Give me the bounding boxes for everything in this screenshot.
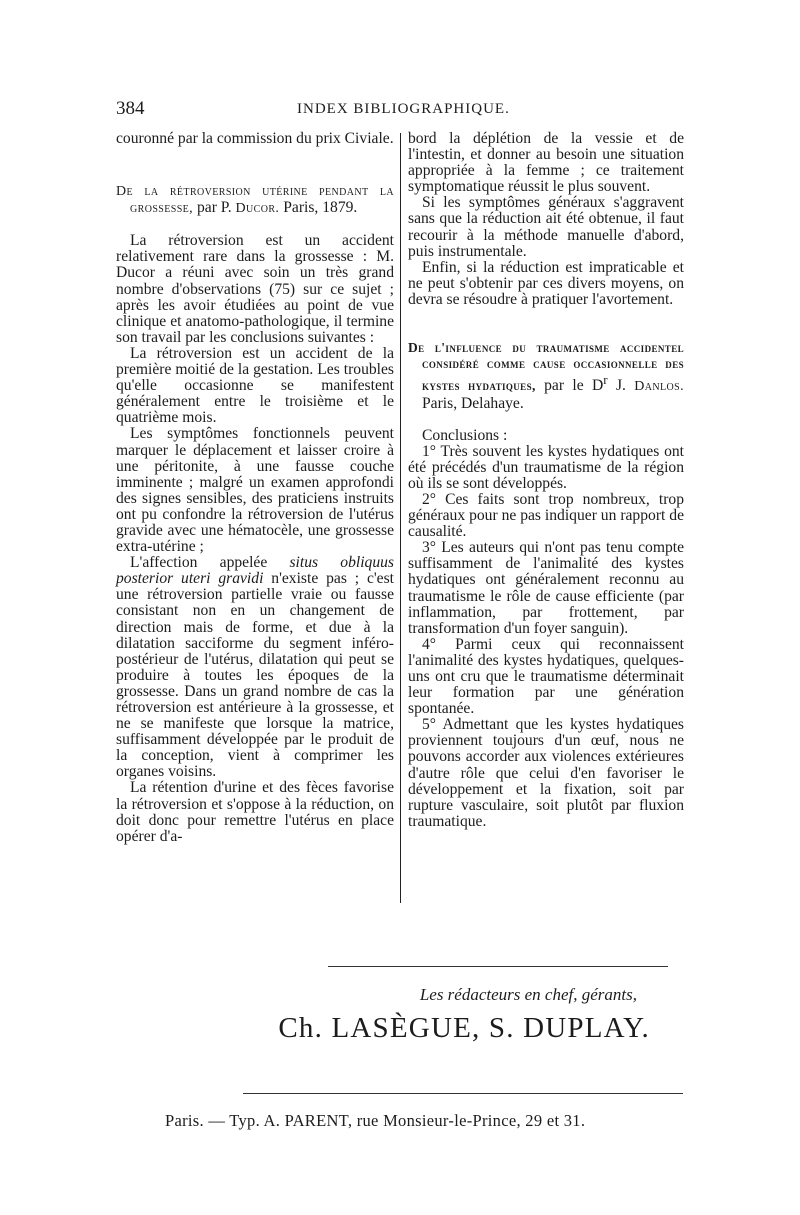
article-by-sup: r	[603, 372, 608, 388]
paragraph: couronné par la commission du prix Civiale.	[116, 130, 394, 147]
right-column	[408, 131, 684, 830]
conclusion-item: 2° Ces faits sont trop nombreux, trop généraux pour ne pas indiquer un rapport de causalité.	[408, 490, 684, 541]
article-title: De la rétroversion utérine pendant la grossesse,	[116, 184, 394, 217]
article-place: Paris, Delahaye.	[422, 394, 524, 412]
conclusion-item: 5° Admettant que les kystes hydatiques proviennent toujours d'un œuf, nous ne pouvons accorder aux violences extérieures d'autre rôle que celui d'en favoriser le développement et la fixation, soit par rupture vasculaire, soit plutôt par fluxion traumatique.	[408, 716, 684, 830]
paragraph	[116, 555, 394, 780]
paragraph: bord la déplétion de la vessie et de l'intestin, et donner au besoin une situation appropriée à la femme ; ce traitement symptomatique réussit le plus souvent.	[408, 130, 684, 196]
article-author: Ducor.	[235, 201, 280, 217]
paragraph: Enfin, si la réduction est impraticable et ne peut s'obtenir par ces divers moyens, on devra se résoudre à pratiquer l'avortement.	[408, 258, 684, 308]
horizontal-rule	[243, 1093, 683, 1094]
horizontal-rule	[328, 966, 668, 967]
conclusion-item: 1° Très souvent les kystes hydatiques ont été précédés d'un traumatisme de la région où ils se sont développés.	[408, 442, 684, 492]
article-author: Danlos.	[634, 379, 685, 395]
article-heading	[116, 183, 394, 217]
conclusions-label: Conclusions :	[422, 426, 508, 444]
column-divider	[400, 133, 401, 903]
running-header: INDEX BIBLIOGRAPHIQUE.	[297, 101, 510, 117]
editors-names: Ch. LASÈGUE, S. DUPLAY.	[278, 1012, 650, 1044]
printer-imprint: Paris. — Typ. A. PARENT, rue Monsieur-le-Prince, 29 et 31.	[165, 1111, 586, 1130]
editors-line: Les rédacteurs en chef, gérants,	[419, 985, 637, 1004]
article-place: Paris, 1879.	[283, 199, 358, 217]
paragraph: La rétention d'urine et des fèces favorise la rétroversion et s'oppose à la réduction, on doit donc pour remettre l'utérus en place opérer d'a-	[116, 779, 394, 845]
conclusion-item: 3° Les auteurs qui n'ont pas tenu compte suffisamment de l'animalité des kystes hydatiques ont généralement reconnu au traumatisme le rôle de cause efficiente (par inflammation, par frottement, par transformation d'un foyer sanguin).	[408, 539, 684, 637]
paragraph: Si les symptômes généraux s'aggravent sans que la réduction ait été obtenue, il faut recourir à la méthode manuelle d'abord, puis instrumentale.	[408, 194, 684, 260]
latin-term: situs obliquus posterior uteri gravidi	[116, 554, 395, 588]
paragraph: La rétroversion est un accident de la première moitié de la gestation. Les troubles qu'elle occasionne se manifestent généralement entre le troisième et le quatrième mois.	[116, 344, 394, 427]
article-by: par le D	[535, 377, 604, 395]
article-by-rest: J.	[607, 377, 635, 395]
page-number: 384	[116, 98, 145, 119]
text-run: L'affection appelée	[130, 554, 290, 572]
conclusion-item: 4° Parmi ceux qui reconnaissent l'animalité des kystes hydatiques, quelques-uns ont cru que le traumatisme déterminait leur formation par une génération spontanée.	[408, 635, 684, 718]
left-column	[116, 131, 394, 845]
paragraph: Les symptômes fonctionnels peuvent marquer le déplacement et laisser croire à une péritonite, à une fausse couche imminente ; malgré un examen approfondi des signes sensibles, des praticiens instruits ont pu confondre la rétroversion de l'utérus gravide avec une hématocèle, une grossesse extra-utérine ;	[116, 425, 394, 556]
article-heading	[408, 340, 684, 412]
article-by: par P.	[193, 199, 236, 217]
article-title: De l'influence du traumatisme accidentel considéré comme cause occasionnelle des kystes hydatiques,	[408, 340, 684, 394]
paragraph: La rétroversion est un accident relativement rare dans la grossesse : M. Ducor a réuni avec soin un très grand nombre d'observations (75) sur ce sujet ; après les avoir étudiées au point de vue clinique et anatomo-pathologique, il termine son travail par les conclusions suivantes :	[116, 232, 394, 346]
text-run: n'existe pas ; c'est une rétroversion partielle vraie ou fausse consistant non en un changement de direction mais de forme, et due à la dilatation sacciforme du segment inféro-postérieur de l'utérus, dilatation qui peut se produire à toutes les époques de la grossesse. Dans un grand nombre de cas la rétroversion est antérieure à la grossesse, et ne se manifeste que lorsque la matrice, suffisamment développée par le produit de la conception, vient à comprimer les organes voisins.	[116, 570, 394, 781]
